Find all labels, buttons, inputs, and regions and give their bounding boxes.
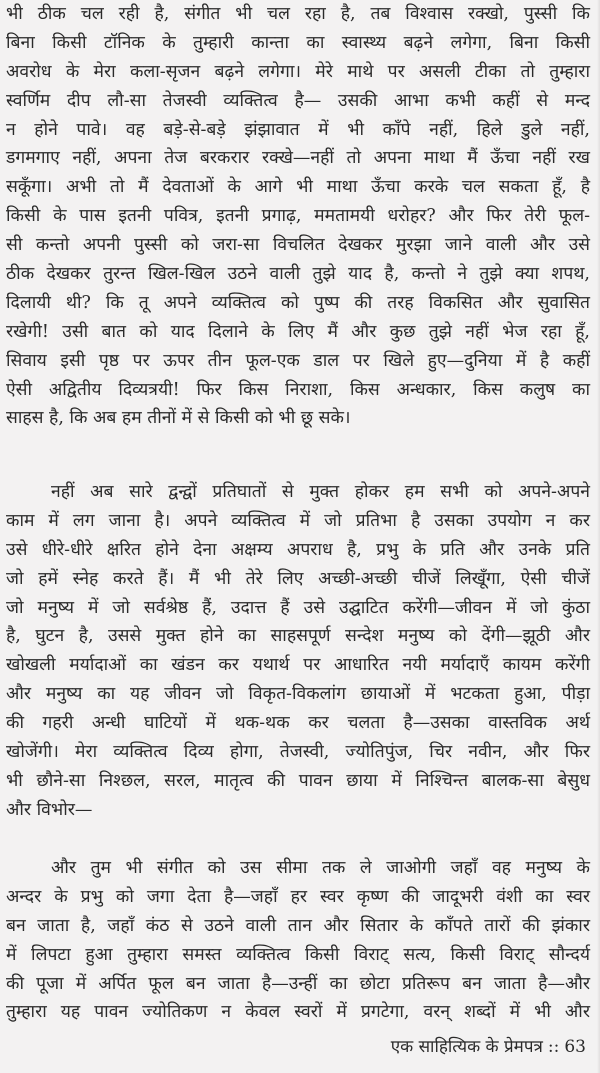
text-line: और तुम भी संगीत को उस सीमा तक ले जाओगी जहाँ वह मनुष्य के	[51, 858, 590, 878]
paragraph-2	[6, 478, 590, 825]
book-title: एक साहित्यिक के प्रेमपत्र	[390, 1037, 543, 1057]
paragraph-1	[6, 0, 590, 433]
text-line: भी ठीक चल रही है, संगीत भी चल रहा है, तब विश्वास रक्खो, पुस्सी कि	[6, 4, 590, 24]
text-line: खोखली मर्यादाओं का खंडन कर यथार्थ पर आधारित नयी मर्यादाएँ कायम करेंगी	[6, 655, 590, 676]
text-line: न होने पावे। वह बड़े-से-बड़े झंझावात में भी काँपे नहीं, हिले डुले नहीं,	[6, 119, 590, 140]
text-line: सिवाय इसी पृष्ठ पर ऊपर तीन फूल-एक डाल पर खिले हुए—दुनिया में है कहीं	[6, 350, 590, 371]
text-line: दिलायी थी? कि तू अपने व्यक्तित्व को पुष्प की तरह विकसित और सुवासित	[6, 292, 590, 313]
text-line: में लिपटा हुआ तुम्हारा समस्त व्यक्तित्व किसी विराट् सत्य, किसी विराट् सौन्दर्य	[6, 944, 590, 965]
page-footer	[391, 1034, 586, 1060]
text-line: तुम्हारा यह पावन ज्योतिकण न केवल स्वरों में प्रगटेगा, वरन् शब्दों में भी और	[6, 1002, 590, 1023]
text-line: खोजेंगी। मेरा व्यक्तित्व दिव्य होगा, तेजस्वी, ज्योतिपुंज, चिर नवीन, और फिर	[6, 742, 590, 763]
text-line: की पूजा में अर्पित फूल बन जाता है—उन्हीं का छोटा प्रतिरूप बन जाता है—और	[6, 973, 590, 994]
text-line: बिना किसी टॉनिक के तुम्हारी कान्ता का स्वास्थ्य बढ़ने लगेगा, बिना किसी	[6, 32, 590, 53]
text-line: रखेगी! उसी बात को याद दिलाने के लिए मैं और कुछ तुझे नहीं भेज रहा हूँ,	[6, 321, 590, 342]
text-line: और मनुष्य का यह जीवन जो विकृत-विकलांग छायाओं में भटकता हुआ, पीड़ा	[6, 684, 590, 705]
text-line: और विभोर—	[6, 799, 93, 820]
text-line: बन जाता है, जहाँ कंठ से उठने वाली तान और सितार के काँपते तारों की झंकार	[6, 915, 590, 936]
footer-separator: ::	[547, 1037, 560, 1057]
text-line: डगमगाए नहीं, अपना तेज बरकरार रक्खे—नहीं तो अपना माथा मैं ऊँचा नहीं रख	[6, 148, 590, 169]
text-line: अवरोध के मेरा कला-सृजन बढ़ने लगेगा। मेरे माथे पर असली टीका तो तुम्हारा	[6, 61, 590, 82]
text-line: नहीं अब सारे द्वन्द्वों प्रतिघातों से मुक्त होकर हम सभी को अपने-अपने	[51, 482, 590, 502]
text-line: ऐसी अद्वितीय दिव्यत्रयी! फिर किस निराशा, किस अन्धकार, किस कलुष का	[6, 379, 590, 400]
text-line: ठीक देखकर तुरन्त खिल-खिल उठने वाली तुझे याद है, कन्तो ने तुझे क्या शपथ,	[6, 264, 590, 285]
text-line: उसे धीरे-धीरे क्षरित होने देना अक्षम्य अपराध है, प्रभु के प्रति और उनके प्रति	[6, 539, 590, 560]
text-line: जो मनुष्य में जो सर्वश्रेष्ठ हैं, उदात्त हैं उसे उद्घाटित करेंगी—जीवन में जो कुंठा	[6, 597, 590, 618]
text-line: सकूँगा। अभी तो मैं देवताओं के आगे भी माथा ऊँचा करके चल सकता हूँ, है	[6, 177, 590, 198]
text-line: अन्दर के प्रभु को जगा देता है—जहाँ हर स्वर कृष्ण की जादूभरी वंशी का स्वर	[6, 886, 590, 907]
paragraph-3	[6, 854, 590, 1027]
text-line: सी कन्तो अपनी पुस्सी को जरा-सा विचलित देखकर मुरझा जाने वाली और उसे	[6, 235, 590, 256]
text-line: काम में लग जाना है। अपने व्यक्तित्व में जो प्रतिभा है उसका उपयोग न कर	[6, 510, 590, 531]
page-number: 63	[564, 1037, 586, 1057]
text-line: साहस है, कि अब हम तीनों में से किसी को भी छू सके।	[6, 408, 351, 429]
text-line: किसी के पास इतनी पवित्र, इतनी प्रगाढ़, ममतामयी धरोहर? और फिर तेरी फूल-	[6, 206, 590, 227]
text-line: स्वर्णिम दीप लौ-सा तेजस्वी व्यक्तित्व है— उसकी आभा कभी कहीं से मन्द	[6, 90, 590, 111]
text-line: की गहरी अन्धी घाटियों में थक-थक कर चलता है—उसका वास्तविक अर्थ	[6, 713, 590, 734]
text-line: जो हमें स्नेह करते हैं। मैं भी तेरे लिए अच्छी-अच्छी चीजें लिखूँगा, ऐसी चीजें	[6, 568, 590, 589]
text-line: है, घुटन है, उससे मुक्त होने का साहसपूर्ण सन्देश मनुष्य को देंगी—झूठी और	[6, 626, 590, 647]
text-line: भी छौने-सा निश्छल, सरल, मातृत्व की पावन छाया में निश्चिन्त बालक-सा बेसुध	[6, 770, 590, 791]
